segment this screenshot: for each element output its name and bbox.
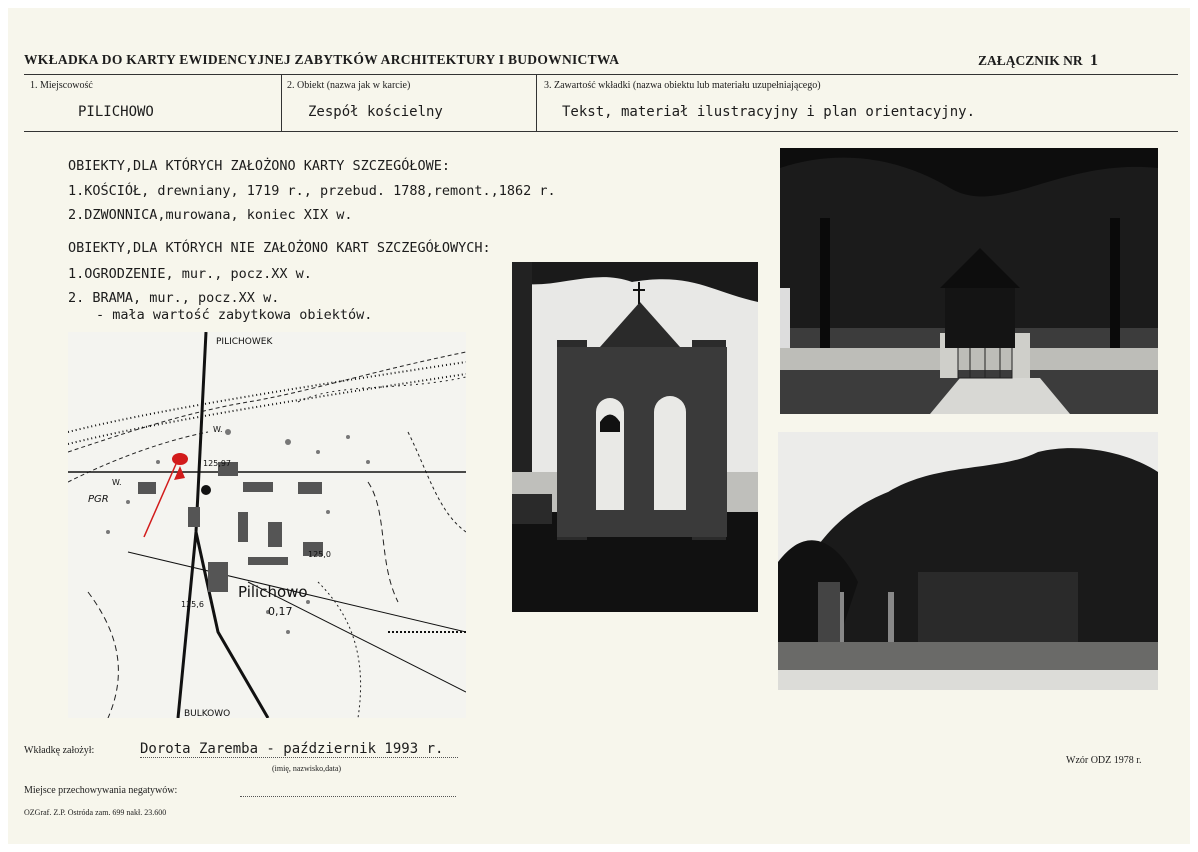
content-label: 3. Zawartość wkładki (nazwa obiektu lub materiału uzupełniającego) <box>544 80 821 91</box>
map-drawing <box>68 332 466 718</box>
object-label: 2. Obiekt (nazwa jak w karcie) <box>287 80 411 91</box>
map-label-well-2: W. <box>112 478 122 487</box>
card-title: WKŁADKA DO KARTY EWIDENCYJNEJ ZABYTKÓW ARCHITEKTURY I BUDOWNICTWA <box>24 52 620 67</box>
negatives-value-line <box>240 785 456 797</box>
header-rule-bottom <box>24 131 1178 132</box>
item-bell-tower: 2.DZWONNICA,murowana, koniec XIX w. <box>68 207 353 223</box>
red-pointer-line <box>144 464 176 537</box>
photo-church-gate <box>780 148 1158 414</box>
locality-value: PILICHOWO <box>78 104 154 120</box>
object-value: Zespół kościelny <box>308 104 443 120</box>
map-label-pgr: PGR <box>88 494 109 505</box>
author-value: Dorota Zaremba - październik 1993 r. <box>140 741 458 758</box>
red-arrow-icon <box>174 466 185 480</box>
orientation-map <box>68 332 466 718</box>
contour-line <box>68 352 466 452</box>
content-value: Tekst, materiał ilustracyjny i plan orientacyjny. <box>562 104 976 120</box>
map-label-elevation-2: 125,0 <box>308 550 331 559</box>
map-label-well-1: W. <box>213 425 223 434</box>
heading-detailed-records: OBIEKTY,DLA KTÓRYCH ZAŁOŻONO KARTY SZCZEGÓŁOWE: <box>68 158 451 174</box>
column-divider-1 <box>281 74 282 131</box>
print-info: OZGraf. Z.P. Ostróda zam. 699 nakł. 23.600 <box>24 808 167 817</box>
photo-bell-tower <box>512 262 758 612</box>
locality-label: 1. Miejscowość <box>30 80 93 91</box>
annex-label: ZAŁĄCZNIK NR 1 <box>978 52 1099 69</box>
item-church: 1.KOŚCIÓŁ, drewniany, 1719 r., przebud. 1788,remont.,1862 r. <box>68 183 556 199</box>
map-label-south: BULKOWO <box>184 709 231 718</box>
church-marker <box>172 453 188 465</box>
map-label-elevation-1: 125,97 <box>203 459 231 468</box>
photo-church-trees <box>778 432 1158 690</box>
note-low-value: - mała wartość zabytkowa obiektów. <box>96 307 373 323</box>
map-label-area: 0,17 <box>268 605 293 618</box>
header-rule-top <box>24 74 1178 75</box>
annex-number: 1 <box>1090 52 1099 69</box>
negatives-label: Miejsce przechowywania negatywów: <box>24 785 178 796</box>
church-symbol <box>201 485 211 495</box>
item-gate: 2. BRAMA, mur., pocz.XX w. <box>68 290 280 306</box>
heading-no-records: OBIEKTY,DLA KTÓRYCH NIE ZAŁOŻONO KART SZCZEGÓŁOWYCH: <box>68 240 491 256</box>
item-fence: 1.OGRODZENIE, mur., pocz.XX w. <box>68 266 312 282</box>
column-divider-2 <box>536 74 537 131</box>
map-label-north: PILICHOWEK <box>216 337 273 347</box>
map-label-village: Pilichowo <box>238 583 308 601</box>
form-code: Wzór ODZ 1978 r. <box>1066 755 1142 766</box>
map-label-elevation-3: 125,6 <box>181 600 204 609</box>
author-hint: (imię, nazwisko,data) <box>272 764 342 773</box>
author-label: Wkładkę założył: <box>24 745 95 756</box>
